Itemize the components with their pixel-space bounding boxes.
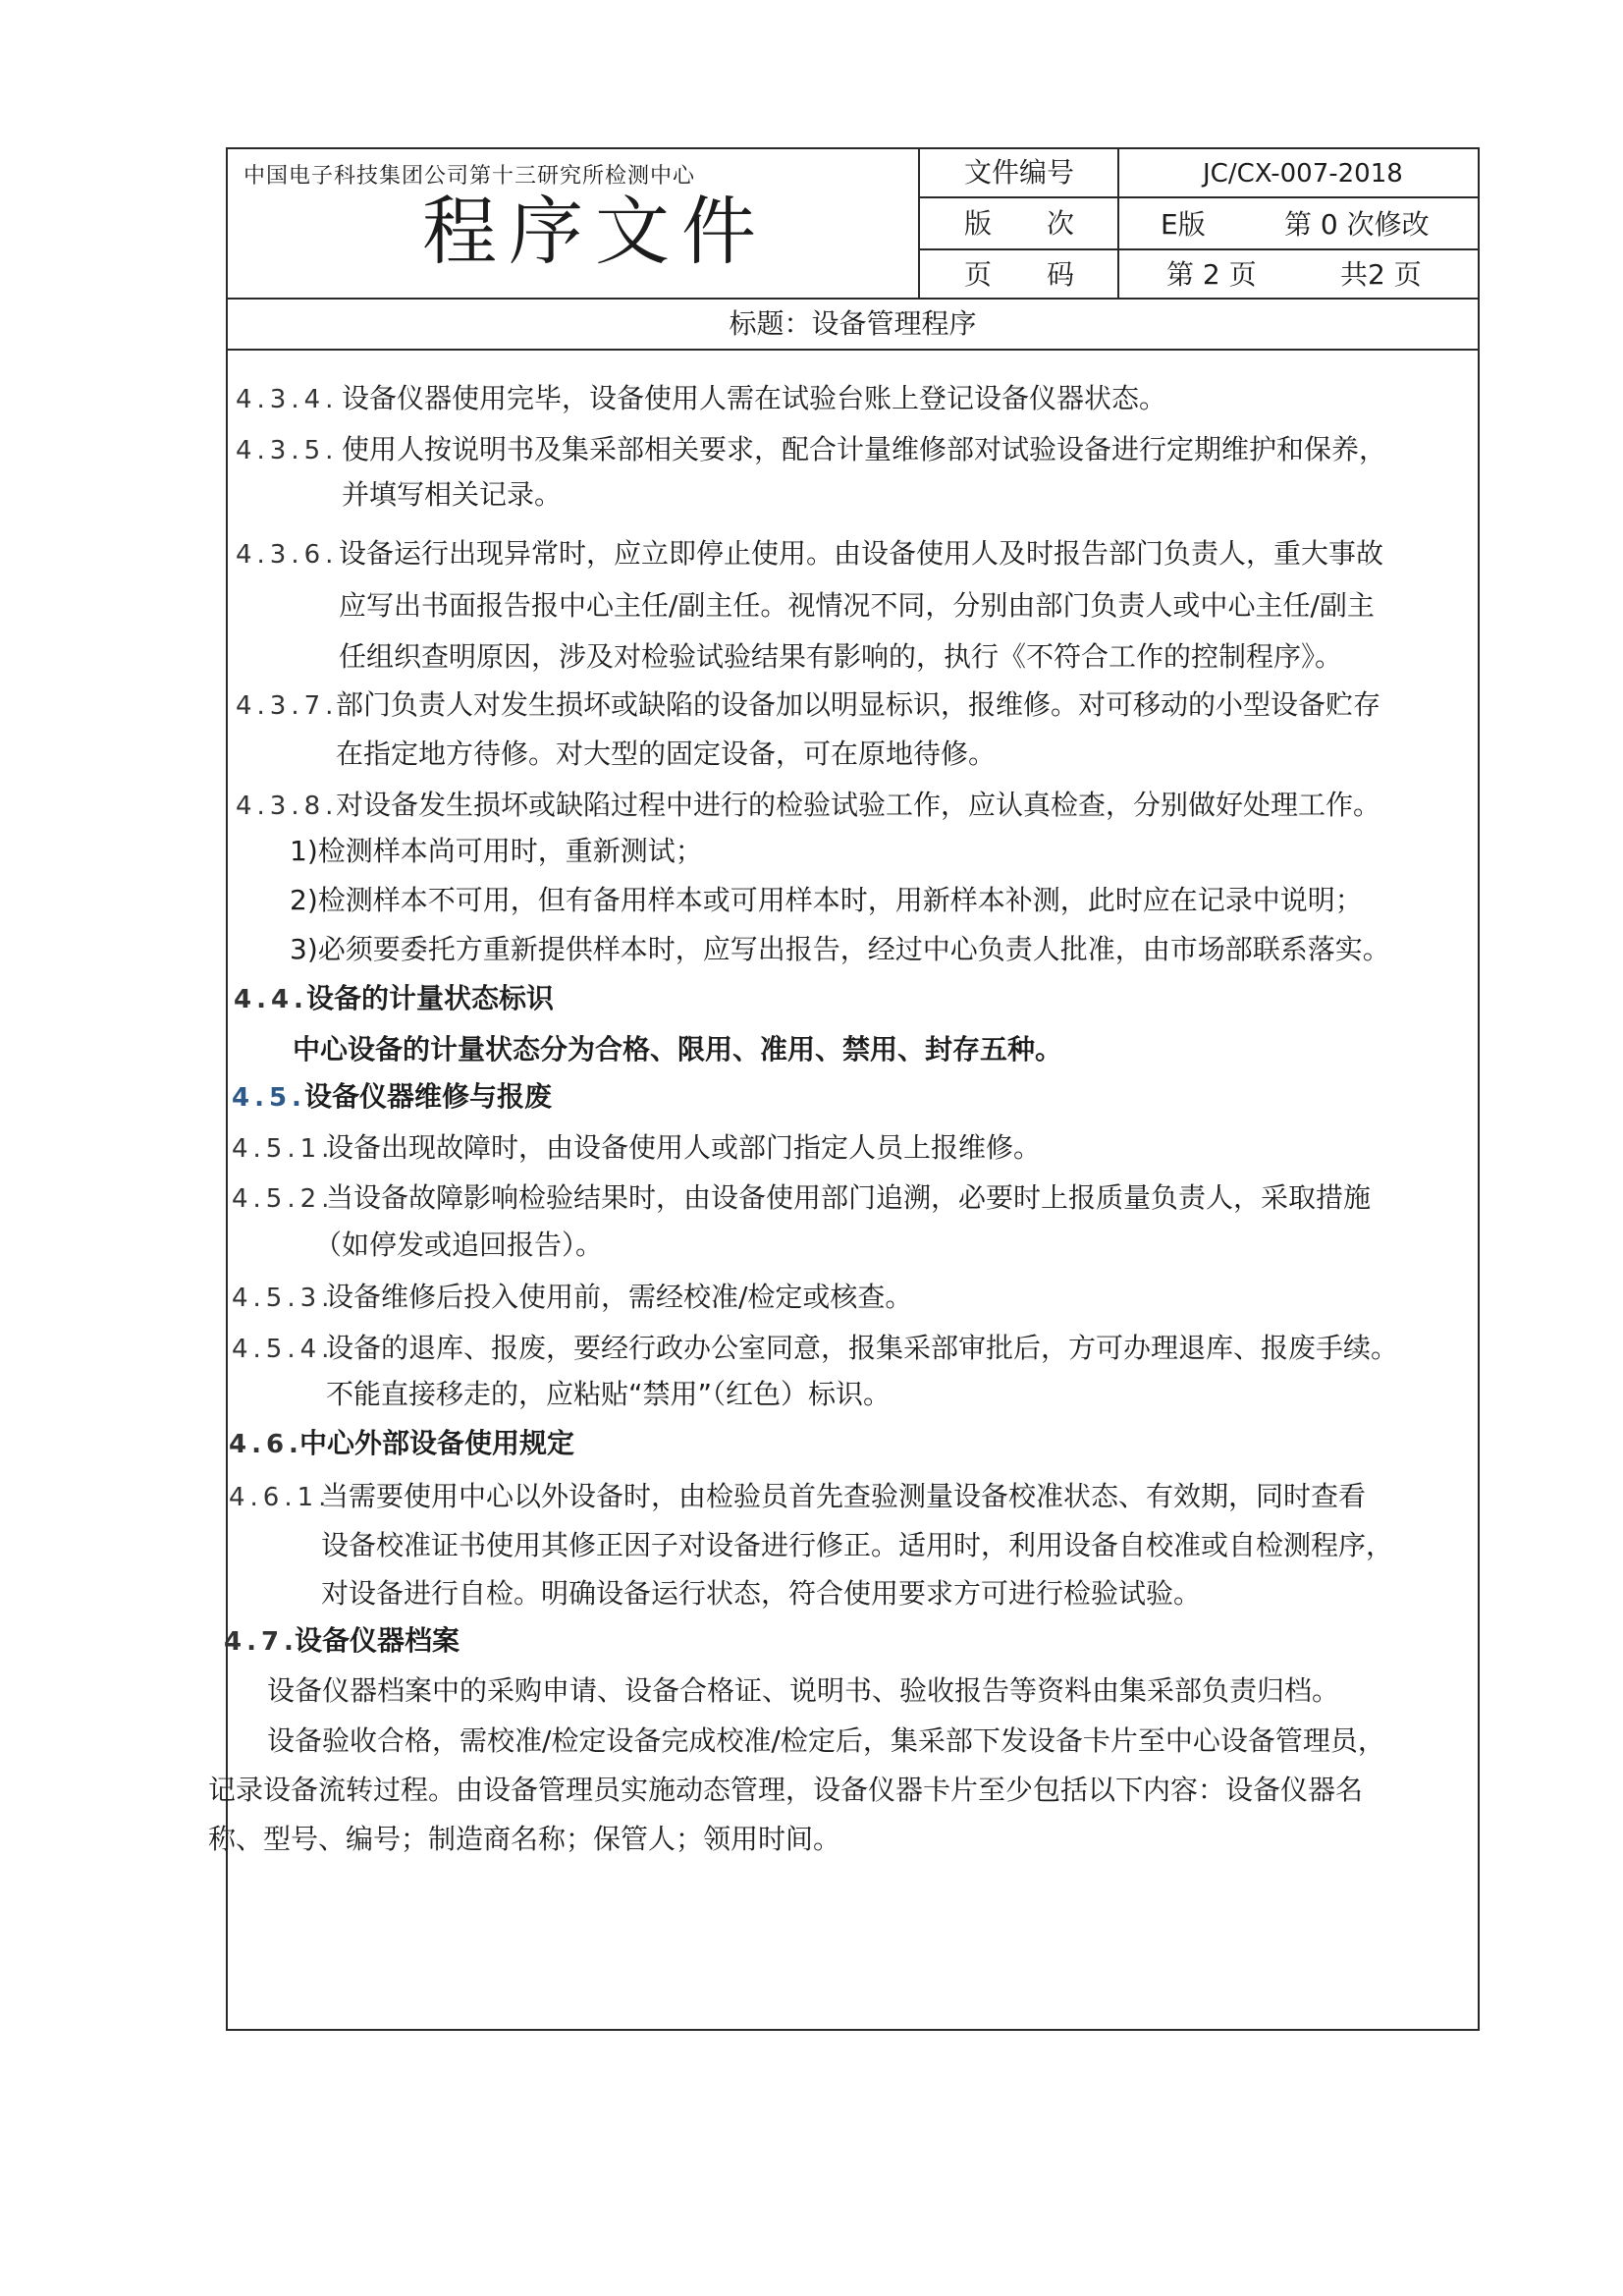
section-text: 中心设备的计量状态分为合格、限用、准用、禁用、封存五种。 [293, 1033, 1063, 1066]
clause-number: 4.3.7. [236, 691, 339, 721]
clause-text: 设备维修后投入使用前，需经校准/检定或核查。 [326, 1281, 913, 1313]
sub-item-text: 1)检测样本尚可用时，重新测试； [290, 835, 703, 867]
section-heading: 中心外部设备使用规定 [299, 1427, 575, 1459]
clause-text: 对设备发生损坏或缺陷过程中进行的检验试验工作，应认真检查，分别做好处理工作。 [336, 789, 1381, 821]
clause-text: 设备运行出现异常时，应立即停止使用。由设备使用人及时报告部门负责人，重大事故 [339, 537, 1384, 570]
clause-text: 当需要使用中心以外设备时，由检验员首先查验测量设备校准状态、有效期，同时查看 [321, 1480, 1367, 1512]
page-total: 共2 页 [1340, 258, 1422, 291]
clause-number: 4.5.4. [232, 1335, 335, 1364]
clause-text: 部门负责人对发生损坏或缺陷的设备加以明显标识，报维修。对可移动的小型设备贮存 [336, 688, 1381, 721]
clause-text: 设备的退库、报废，要经行政办公室同意，报集采部审批后，方可办理退库、报废手续。 [326, 1332, 1399, 1364]
header-row-line-2 [918, 248, 1480, 250]
clause-number: 4.6.1. [229, 1483, 332, 1512]
section-heading: 设备仪器维修与报废 [304, 1080, 553, 1113]
clause-text: 任组织查明原因，涉及对检验试验结果有影响的，执行《不符合工作的控制程序》。 [339, 640, 1343, 673]
paragraph-text: 记录设备流转过程。由设备管理员实施动态管理，设备仪器卡片至少包括以下内容：设备仪器名 [208, 1774, 1364, 1806]
clause-number: 4.3.5. [236, 436, 339, 465]
file-number-label: 文件编号 [964, 156, 1075, 189]
document-title: 标题：设备管理程序 [729, 307, 977, 340]
clause-text: （如停发或追回报告）。 [314, 1229, 604, 1261]
clause-text: 设备校准证书使用其修正因子对设备进行修正。适用时，利用设备自校准或自检测程序， [321, 1529, 1394, 1561]
clause-text: 在指定地方待修。对大型的固定设备，可在原地待修。 [336, 738, 997, 770]
sub-item-text: 3)必须要委托方重新提供样本时，应写出报告，经过中心负责人批准，由市场部联系落实。 [290, 933, 1390, 965]
organization-name: 中国电子科技集团公司第十三研究所检测中心 [243, 164, 696, 189]
sub-item-text: 2)检测样本不可用，但有备用样本或可用样本时，用新样本补测，此时应在记录中说明； [290, 884, 1363, 916]
file-number-value: JC/CX-007-2018 [1203, 159, 1403, 189]
paragraph-text: 设备验收合格，需校准/检定设备完成校准/检定后，集采部下发设备卡片至中心设备管理员， [267, 1724, 1385, 1757]
revision-value: 第 0 次修改 [1284, 208, 1430, 241]
clause-number: 4.5.1. [232, 1134, 335, 1164]
clause-text: 对设备进行自检。明确设备运行状态，符合使用要求方可进行检验试验。 [321, 1577, 1202, 1610]
header-left [226, 147, 920, 295]
section-heading: 设备仪器档案 [295, 1624, 460, 1657]
clause-number: 4.5.3. [232, 1284, 335, 1313]
title-bottom-line [226, 349, 1480, 351]
paragraph-text: 称、型号、编号；制造商名称；保管人；领用时间。 [208, 1823, 841, 1855]
clause-text: 设备出现故障时，由设备使用人或部门指定人员上报维修。 [326, 1131, 1042, 1164]
paragraph-text: 设备仪器档案中的采购申请、设备合格证、说明书、验收报告等资料由集采部负责归档。 [267, 1674, 1340, 1707]
clause-text: 应写出书面报告报中心主任/副主任。视情况不同，分别由部门负责人或中心主任/副主 [339, 589, 1375, 622]
clause-text: 使用人按说明书及集采部相关要求，配合计量维修部对试验设备进行定期维护和保养， [342, 433, 1387, 465]
version-label: 版 次 [964, 207, 1075, 240]
header-row-line-1 [918, 196, 1480, 198]
section-number: 4.7. [224, 1627, 298, 1657]
section-number: 4.4. [234, 985, 308, 1014]
clause-number: 4.3.4. [236, 385, 339, 414]
clause-text: 并填写相关记录。 [342, 478, 563, 511]
clause-text: 当设备故障影响检验结果时，由设备使用部门追溯，必要时上报质量负责人，采取措施 [326, 1181, 1372, 1214]
clause-text: 设备仪器使用完毕，设备使用人需在试验台账上登记设备仪器状态。 [342, 382, 1167, 414]
section-number: 4.5. [232, 1083, 306, 1113]
document-type-title: 程序文件 [422, 188, 768, 275]
clause-number: 4.3.8. [236, 792, 339, 821]
section-number: 4.6. [229, 1430, 303, 1459]
page-label: 页 码 [964, 258, 1075, 291]
header-divider-left [918, 147, 920, 300]
clause-text: 不能直接移走的，应粘贴“禁用”（红色）标识。 [326, 1378, 892, 1410]
section-heading: 设备的计量状态标识 [306, 982, 555, 1014]
clause-number: 4.3.6. [236, 540, 339, 570]
clause-number: 4.5.2. [232, 1184, 335, 1214]
version-value: E版 [1161, 208, 1206, 241]
header-divider-mid [1117, 147, 1119, 300]
page-number: 第 2 页 [1166, 258, 1257, 291]
